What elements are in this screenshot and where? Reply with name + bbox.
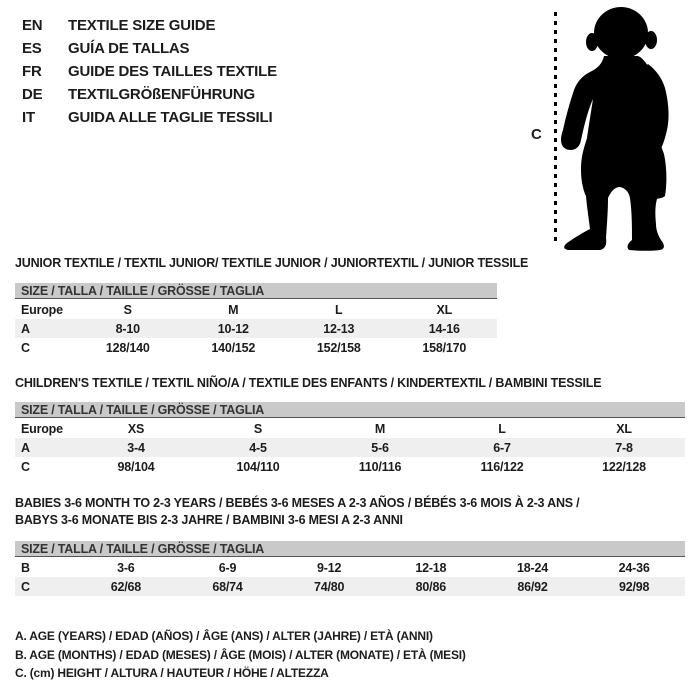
lang-row-it: [22, 106, 277, 129]
size-cell: XL: [436, 302, 453, 317]
height-cell: 74/80: [314, 579, 345, 594]
lang-label: GUÍA DE TALLAS: [68, 40, 190, 57]
height-cell: 110/116: [358, 459, 402, 474]
lang-code: EN: [22, 17, 43, 34]
height-cell: 104/110: [236, 459, 280, 474]
junior-size-header: SIZE / TALLA / TAILLE / GRÖSSE / TAGLIA: [15, 283, 497, 299]
size-cell: XS: [127, 421, 145, 436]
height-cell: 68/74: [212, 579, 243, 594]
height-cell: 98/104: [117, 459, 155, 474]
table-row: [15, 438, 685, 457]
lang-code: DE: [22, 86, 43, 103]
age-cell: 10-12: [217, 321, 249, 336]
toddler-silhouette-image: [560, 0, 700, 253]
table-row: [15, 577, 685, 596]
lang-code: IT: [22, 109, 35, 126]
silhouette-ear-right: [645, 31, 657, 49]
babies-size-header: SIZE / TALLA / TAILLE / GRÖSSE / TAGLIA: [15, 541, 685, 557]
lang-code: FR: [22, 63, 42, 80]
row-label: A: [21, 440, 30, 455]
age-cell: 8-10: [115, 321, 140, 336]
size-cell: L: [335, 302, 343, 317]
language-title-list: [22, 14, 277, 129]
height-measure-dotted-line: [554, 12, 557, 246]
footnote-c: C. (cm) HEIGHT / ALTURA / HAUTEUR / HÖHE / ALTEZZA: [15, 666, 329, 680]
junior-table: [15, 300, 497, 357]
junior-table-title: JUNIOR TEXTILE / TEXTIL JUNIOR/ TEXTILE JUNIOR / JUNIORTEXTIL / JUNIOR TESSILE: [15, 256, 529, 270]
age-cell: 12-18: [415, 560, 447, 575]
babies-title-line2: BABYS 3-6 MONATE BIS 2-3 JAHRE / BAMBINI 3-6 MESI A 2-3 ANNI: [15, 513, 403, 527]
lang-label: TEXTILE SIZE GUIDE: [68, 17, 216, 34]
silhouette-ear-left: [586, 33, 598, 51]
table-row: [15, 558, 685, 577]
lang-label: GUIDA ALLE TAGLIE TESSILI: [68, 109, 273, 126]
age-cell: 4-5: [249, 440, 267, 455]
height-cell: 140/152: [211, 340, 256, 355]
babies-title-line1: BABIES 3-6 MONTH TO 2-3 YEARS / BEBÉS 3-6 MESES A 2-3 AÑOS / BÉBÉS 3-6 MOIS À 2-3 ANS /: [15, 496, 580, 510]
height-cell: 86/92: [517, 579, 548, 594]
footnote-b: B. AGE (MONTHS) / EDAD (MESES) / ÂGE (MOIS) / ALTER (MONATE) / ETÀ (MESI): [15, 647, 466, 662]
size-cell: M: [374, 421, 386, 436]
height-cell: 158/170: [422, 340, 467, 355]
height-cell: 92/98: [619, 579, 650, 594]
size-cell: S: [123, 302, 132, 317]
row-label: C: [21, 459, 30, 474]
row-label: B: [21, 560, 30, 575]
height-cell: 122/128: [602, 459, 646, 474]
lang-code: ES: [22, 40, 42, 57]
lang-label: TEXTILGRÖßENFÜHRUNG: [68, 86, 256, 103]
lang-row-de: [22, 83, 277, 106]
babies-table: [15, 558, 685, 596]
lang-row-en: [22, 14, 277, 37]
age-cell: 5-6: [371, 440, 389, 455]
age-cell: 24-36: [618, 560, 650, 575]
children-table: [15, 419, 685, 476]
height-cell: 80/86: [415, 579, 446, 594]
age-cell: 3-6: [117, 560, 135, 575]
table-row: [15, 457, 685, 476]
height-cell: 62/68: [110, 579, 141, 594]
age-cell: 6-7: [493, 440, 511, 455]
age-cell: 9-12: [317, 560, 342, 575]
age-cell: 3-4: [127, 440, 145, 455]
row-label: Europe: [21, 302, 63, 317]
size-cell: S: [253, 421, 263, 436]
lang-row-fr: [22, 60, 277, 83]
children-size-header: SIZE / TALLA / TAILLE / GRÖSSE / TAGLIA: [15, 402, 685, 418]
table-row: [15, 319, 497, 338]
table-row: [15, 419, 685, 438]
age-cell: 7-8: [615, 440, 633, 455]
age-cell: 6-9: [218, 560, 237, 575]
lang-label: GUIDE DES TAILLES TEXTILE: [68, 63, 277, 80]
age-cell: 12-13: [323, 321, 355, 336]
table-row: [15, 300, 497, 319]
size-cell: L: [498, 421, 506, 436]
height-cell: 116/122: [480, 459, 524, 474]
row-label: A: [21, 321, 30, 336]
row-label: C: [21, 579, 30, 594]
row-label: Europe: [21, 421, 63, 436]
babies-table-title: [15, 495, 579, 529]
age-cell: 18-24: [517, 560, 548, 575]
age-cell: 14-16: [428, 321, 460, 336]
lang-row-es: [22, 37, 277, 60]
size-cell: XL: [616, 421, 632, 436]
measure-c-label: C: [531, 126, 542, 143]
footnotes: [15, 627, 466, 683]
children-table-title: CHILDREN'S TEXTILE / TEXTIL NIÑO/A / TEXTILE DES ENFANTS / KINDERTEXTIL / BAMBINI TESSILE: [15, 376, 602, 390]
height-cell: 152/158: [316, 340, 361, 355]
height-cell: 128/140: [105, 340, 150, 355]
table-row: [15, 338, 497, 357]
footnote-a: A. AGE (YEARS) / EDAD (AÑOS) / ÂGE (ANS) / ALTER (JAHRE) / ETÀ (ANNI): [15, 629, 433, 643]
silhouette-head: [594, 7, 648, 59]
row-label: C: [21, 340, 30, 355]
size-cell: M: [228, 302, 239, 317]
